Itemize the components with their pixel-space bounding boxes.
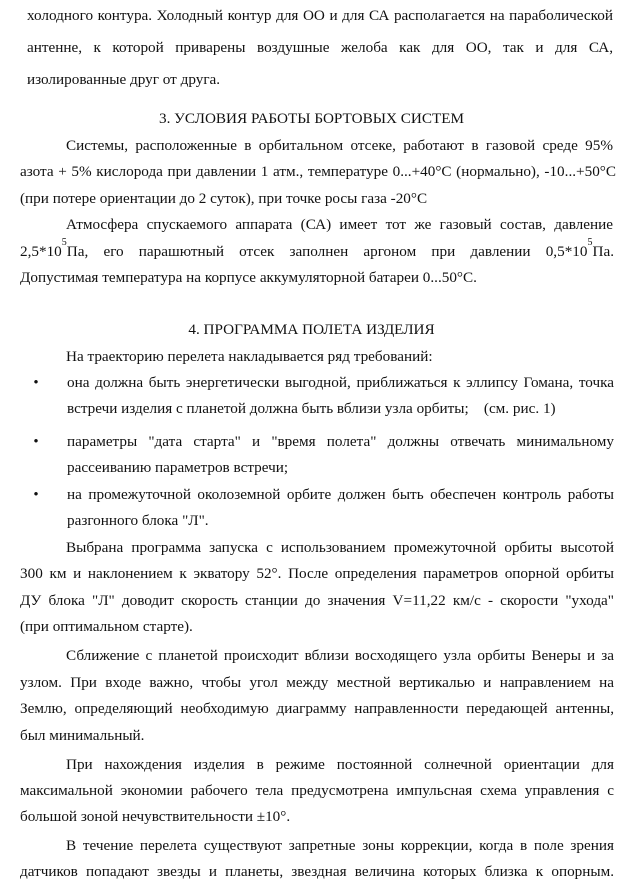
section-3-paragraph-1-line-1: Системы, расположенные в орбитальном отсеке, работают в газовой среде 95% xyxy=(66,137,613,154)
section-3-heading: 3. УСЛОВИЯ РАБОТЫ БОРТОВЫХ СИСТЕМ xyxy=(158,110,465,127)
exponent-1: 5 xyxy=(61,237,67,248)
bullet-2-line-1: параметры "дата старта" и "время полета" должны отвечать минимальному xyxy=(67,433,614,450)
exponent-2: 5 xyxy=(587,237,593,248)
section-4-paragraph-3-line-2: максимальной экономии рабочего тела предусмотрена импульсная схема управления с xyxy=(20,782,614,799)
section-4-paragraph-3-line-1: При нахождения изделия в режиме постоянной солнечной ориентации для xyxy=(66,756,614,773)
intro-line-3: изолированные друг от друга. xyxy=(27,71,221,88)
section-3-paragraph-1-line-3: (при потере ориентации до 2 суток), при точке росы газа -20°С xyxy=(20,190,428,207)
bullet-3-line-1: на промежуточной околоземной орбите должен быть обеспечен контроль работы xyxy=(67,486,614,503)
section-4-paragraph-4-line-2: датчиков попадают звезды и планеты, звездная величина которых близка к опорным. xyxy=(20,863,614,880)
pressure-text-middle: Па, его парашютный отсек заполнен аргоном при давлении 0,5*10 xyxy=(66,243,588,260)
section-4-paragraph-3-line-3: большой зоной нечувствительности ±10°. xyxy=(20,808,291,825)
section-4-paragraph-1-line-3: ДУ блока "Л" доводит скорость станции до значения V=11,22 км/с - скорости "ухода" xyxy=(20,592,614,609)
section-3-paragraph-1-line-2: азота + 5% кислорода при давлении 1 атм., температуре 0...+40°С (нормально), -10...+50°С xyxy=(20,163,616,180)
section-4-paragraph-2-line-4: был минимальный. xyxy=(20,727,145,744)
pressure-value-1: 2,5*10 xyxy=(20,243,62,260)
section-4-paragraph-1-line-2: 300 км и наклонением к экватору 52°. После определения параметров опорной орбиты xyxy=(20,565,614,582)
bullet-1-line-1: она должна быть энергетически выгодной, приближаться к эллипсу Гомана, точка xyxy=(67,374,614,391)
pressure-unit: Па. xyxy=(592,243,614,260)
bullet-3-line-2: разгонного блока "Л". xyxy=(67,512,209,529)
bullet-icon: • xyxy=(33,487,39,503)
section-3-paragraph-2-line-3: Допустимая температура на корпусе аккумуляторной батареи 0...50°С. xyxy=(20,269,477,286)
section-3-paragraph-2-line-2 xyxy=(20,237,614,261)
bullet-icon: • xyxy=(33,434,39,450)
section-4-paragraph-2-line-3: Землю, определяющий необходимую диаграмму направленности передающей антенны, xyxy=(20,700,614,717)
bullet-2-line-2: рассеиванию параметров встречи; xyxy=(67,459,289,476)
section-4-paragraph-2-line-2: узлом. При входе важно, чтобы угол между местной вертикалью и направлением на xyxy=(20,674,614,691)
section-4-lead: На траекторию перелета накладывается ряд требований: xyxy=(66,348,433,365)
section-4-paragraph-4-line-1: В течение перелета существуют запретные зоны коррекции, когда в поле зрения xyxy=(66,837,614,854)
bullet-icon: • xyxy=(33,375,39,391)
section-3-paragraph-2-line-1: Атмосфера спускаемого аппарата (СА) имеет тот же газовый состав, давление xyxy=(66,216,613,233)
intro-line-2: антенне, к которой приварены воздушные желоба как для ОО, так и для СА, xyxy=(27,39,613,56)
intro-line-1: холодного контура. Холодный контур для ОО и для СА располагается на параболической xyxy=(27,7,613,24)
bullet-1-line-2: встречи изделия с планетой должна быть вблизи узла орбиты; (см. рис. 1) xyxy=(67,400,556,417)
section-4-heading: 4. ПРОГРАММА ПОЛЕТА ИЗДЕЛИЯ xyxy=(188,321,435,338)
section-4-paragraph-1-line-1: Выбрана программа запуска с использованием промежуточной орбиты высотой xyxy=(66,539,614,556)
section-4-paragraph-2-line-1: Сближение с планетой происходит вблизи восходящего узла орбиты Венеры и за xyxy=(66,647,614,664)
section-4-paragraph-1-line-4: (при оптимальном старте). xyxy=(20,618,193,635)
